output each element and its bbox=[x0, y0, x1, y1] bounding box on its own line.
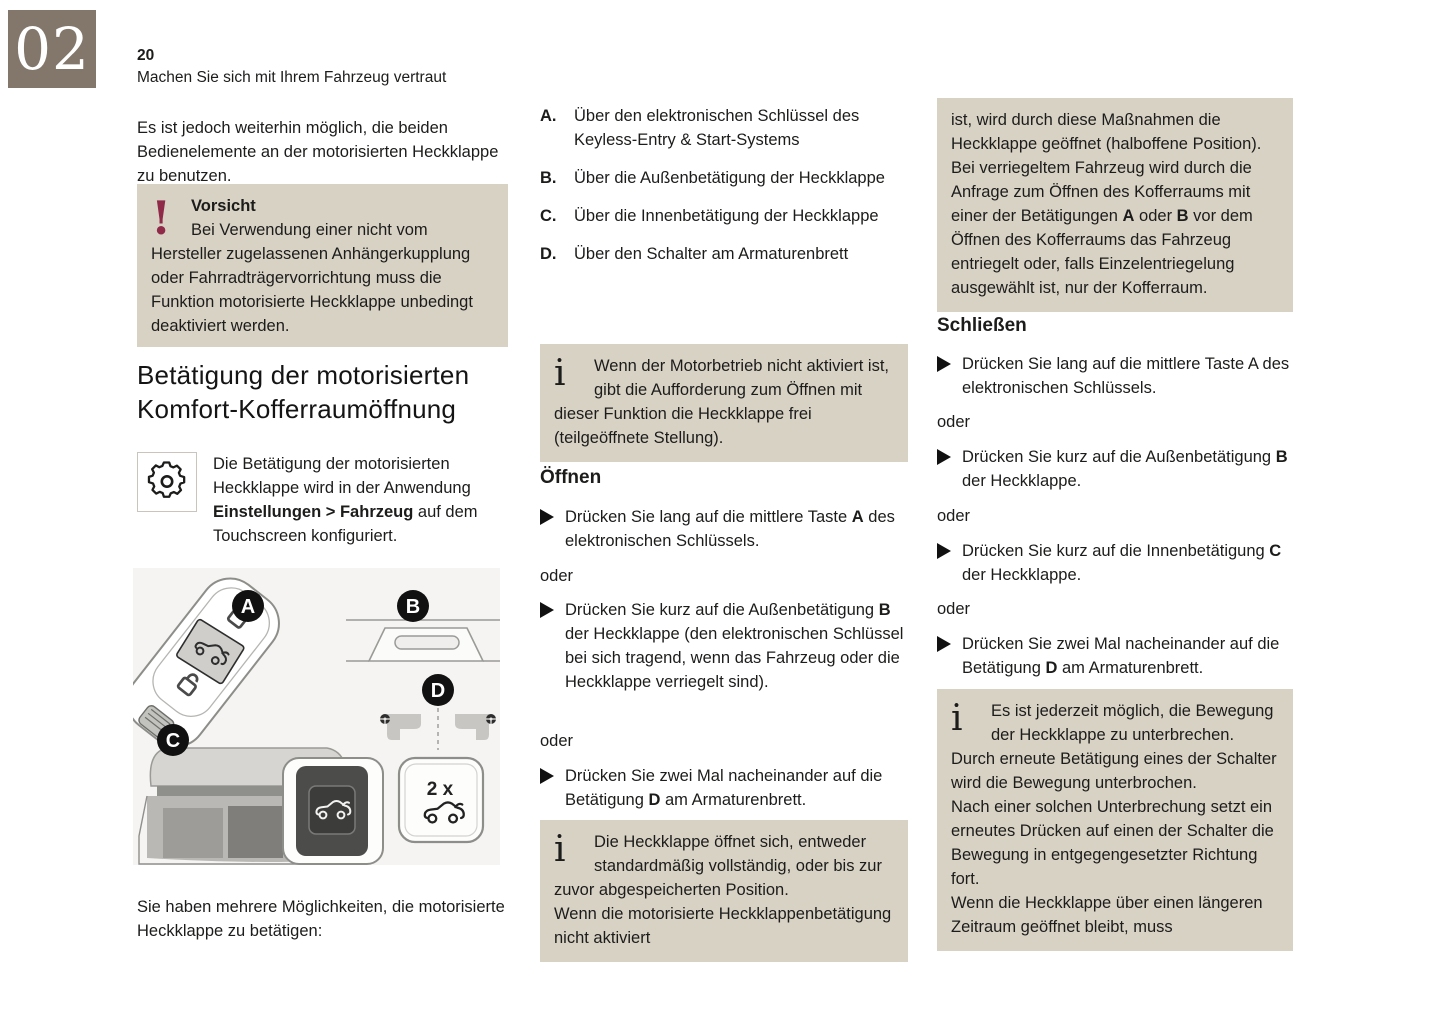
settings-note-row bbox=[137, 452, 508, 548]
info-text: Durch erneute Betätigung eines der Schalter wird die Bewegung unterbrochen. bbox=[951, 750, 1277, 792]
steering-wheel-icon bbox=[486, 714, 496, 724]
instruction-step bbox=[540, 505, 908, 553]
section-title: Betätigung der motorisierten Komfort-Kofferraumöffnung bbox=[137, 360, 470, 424]
chapter-tab bbox=[8, 10, 96, 88]
open-heading: Öffnen bbox=[540, 467, 602, 488]
info-text: Es ist jederzeit möglich, die Bewegung der Heckklappe zu unterbrechen. bbox=[991, 702, 1274, 744]
arrow-bullet-icon bbox=[540, 768, 554, 784]
instruction-step bbox=[937, 539, 1293, 587]
or-separator: oder bbox=[540, 732, 574, 750]
steering-wheel-icon bbox=[380, 714, 390, 724]
options-list bbox=[540, 104, 908, 280]
info-icon: i bbox=[554, 353, 566, 394]
arrow-bullet-icon bbox=[540, 602, 554, 618]
info-box bbox=[540, 344, 908, 462]
caution-body: Bei Verwendung einer nicht vom Hersteller zugelassenen Anhängerkupplung oder Fahrradträgervorrichtung muss die Funktion motorisierte Heckklappe unbedingt deaktiviert werden. bbox=[151, 221, 473, 335]
info-text: Wenn der Motorbetrieb nicht aktiviert ist, gibt die Aufforderung zum Öffnen mit dieser Funktion die Heckklappe frei (teilgeöffnete Stellung). bbox=[554, 357, 889, 447]
list-item bbox=[540, 104, 908, 152]
option-text: Über den Schalter am Armaturenbrett bbox=[574, 245, 849, 263]
step-text: Drücken Sie kurz auf die Innenbetätigung C der Heckklappe. bbox=[962, 542, 1282, 584]
info-text: Wenn die Heckklappe über einen längeren Zeitraum geöffnet bleibt, muss bbox=[951, 894, 1263, 936]
dashboard-switch-illustration bbox=[380, 708, 496, 842]
continuation-box bbox=[937, 98, 1293, 312]
caution-box bbox=[137, 184, 508, 347]
info-icon: i bbox=[951, 698, 963, 739]
settings-note-text: Die Betätigung der motorisierten Heckklappe wird in der Anwendung Einstellungen > Fahrzeug auf dem Touchscreen konfiguriert. bbox=[213, 455, 478, 545]
close-heading: Schließen bbox=[937, 315, 1027, 336]
label-c: C bbox=[165, 730, 181, 752]
switch-press-count: 2 x bbox=[426, 779, 454, 800]
open-trunk-illustration bbox=[139, 748, 383, 864]
continuation-text: ist, wird durch diese Maßnahmen die Heckklappe geöffnet (halboffene Position). Bei verriegeltem Fahrzeug wird durch die Anfrage zum Öffnen des Kofferraums mit einer der Betätigungen A oder B vor dem Öffnen des Kofferraums das Fahrzeug entriegelt oder, falls Einzelentriegelung ausgewählt ist, nur der Kofferraum. bbox=[951, 111, 1262, 297]
option-key: C. bbox=[540, 207, 557, 225]
option-key: A. bbox=[540, 107, 557, 125]
step-text: Drücken Sie kurz auf die Außenbetätigung B der Heckklappe (den elektronischen Schlüssel bei sich tragend, wenn das Fahrzeug oder die Heckklappe verriegelt sind). bbox=[565, 601, 904, 691]
arrow-bullet-icon bbox=[937, 356, 951, 372]
list-item bbox=[540, 166, 908, 190]
step-text: Drücken Sie zwei Mal nacheinander auf die Betätigung D am Armaturenbrett. bbox=[962, 635, 1280, 677]
info-icon: i bbox=[554, 829, 566, 870]
option-key: D. bbox=[540, 245, 557, 263]
info-box bbox=[540, 820, 908, 962]
step-text: Drücken Sie zwei Mal nacheinander auf die Betätigung D am Armaturenbrett. bbox=[565, 767, 883, 809]
label-a: A bbox=[240, 596, 256, 618]
or-separator: oder bbox=[937, 600, 971, 618]
arrow-bullet-icon bbox=[937, 636, 951, 652]
info-text: Die Heckklappe öffnet sich, entweder standardmäßig vollständig, oder bis zur zuvor abgespeicherten Position. bbox=[554, 833, 882, 899]
list-item bbox=[540, 204, 908, 228]
gear-icon bbox=[137, 452, 197, 512]
page-header-title: Machen Sie sich mit Ihrem Fahrzeug vertraut bbox=[137, 69, 447, 86]
caution-title: Vorsicht bbox=[191, 197, 256, 215]
or-separator: oder bbox=[540, 567, 574, 585]
info-text: Nach einer solchen Unterbrechung setzt ein erneutes Drücken auf einen der Schalter die Bewegung in entgegengesetzter Richtung fort. bbox=[951, 798, 1274, 888]
instruction-step bbox=[540, 598, 908, 694]
interior-button-inset bbox=[283, 758, 383, 864]
or-separator: oder bbox=[937, 413, 971, 431]
option-key: B. bbox=[540, 169, 557, 187]
warning-exclamation-icon: ! bbox=[151, 191, 172, 245]
outro-paragraph: Sie haben mehrere Möglichkeiten, die motorisierte Heckklappe zu betätigen: bbox=[137, 897, 505, 940]
label-d: D bbox=[430, 680, 446, 702]
instruction-step bbox=[937, 632, 1293, 680]
instruction-step bbox=[540, 764, 908, 812]
tailgate-controls-figure bbox=[133, 568, 500, 865]
instruction-step bbox=[937, 445, 1293, 493]
step-text: Drücken Sie lang auf die mittlere Taste A des elektronischen Schlüssels. bbox=[962, 355, 1290, 397]
option-text: Über die Innenbetätigung der Heckklappe bbox=[574, 207, 879, 225]
info-box bbox=[937, 689, 1293, 951]
arrow-bullet-icon bbox=[937, 449, 951, 465]
key-fob-illustration bbox=[133, 568, 291, 758]
step-text: Drücken Sie kurz auf die Außenbetätigung B der Heckklappe. bbox=[962, 448, 1288, 490]
arrow-bullet-icon bbox=[540, 509, 554, 525]
step-text: Drücken Sie lang auf die mittlere Taste A des elektronischen Schlüssels. bbox=[565, 508, 895, 550]
intro-paragraph: Es ist jedoch weiterhin möglich, die beiden Bedienelemente an der motorisierten Heckklappe zu benutzen. bbox=[137, 118, 499, 185]
page-number: 20 bbox=[137, 47, 155, 64]
exterior-control-illustration bbox=[346, 620, 500, 661]
label-b: B bbox=[405, 596, 421, 618]
or-separator: oder bbox=[937, 507, 971, 525]
option-text: Über die Außenbetätigung der Heckklappe bbox=[574, 169, 885, 187]
arrow-bullet-icon bbox=[937, 543, 951, 559]
chapter-number: 02 bbox=[14, 15, 90, 83]
info-text: Wenn die motorisierte Heckklappenbetätigung nicht aktiviert bbox=[554, 905, 892, 947]
list-item bbox=[540, 242, 908, 266]
instruction-step bbox=[937, 352, 1293, 400]
option-text: Über den elektronischen Schlüssel des Keyless-Entry & Start-Systems bbox=[574, 107, 860, 149]
